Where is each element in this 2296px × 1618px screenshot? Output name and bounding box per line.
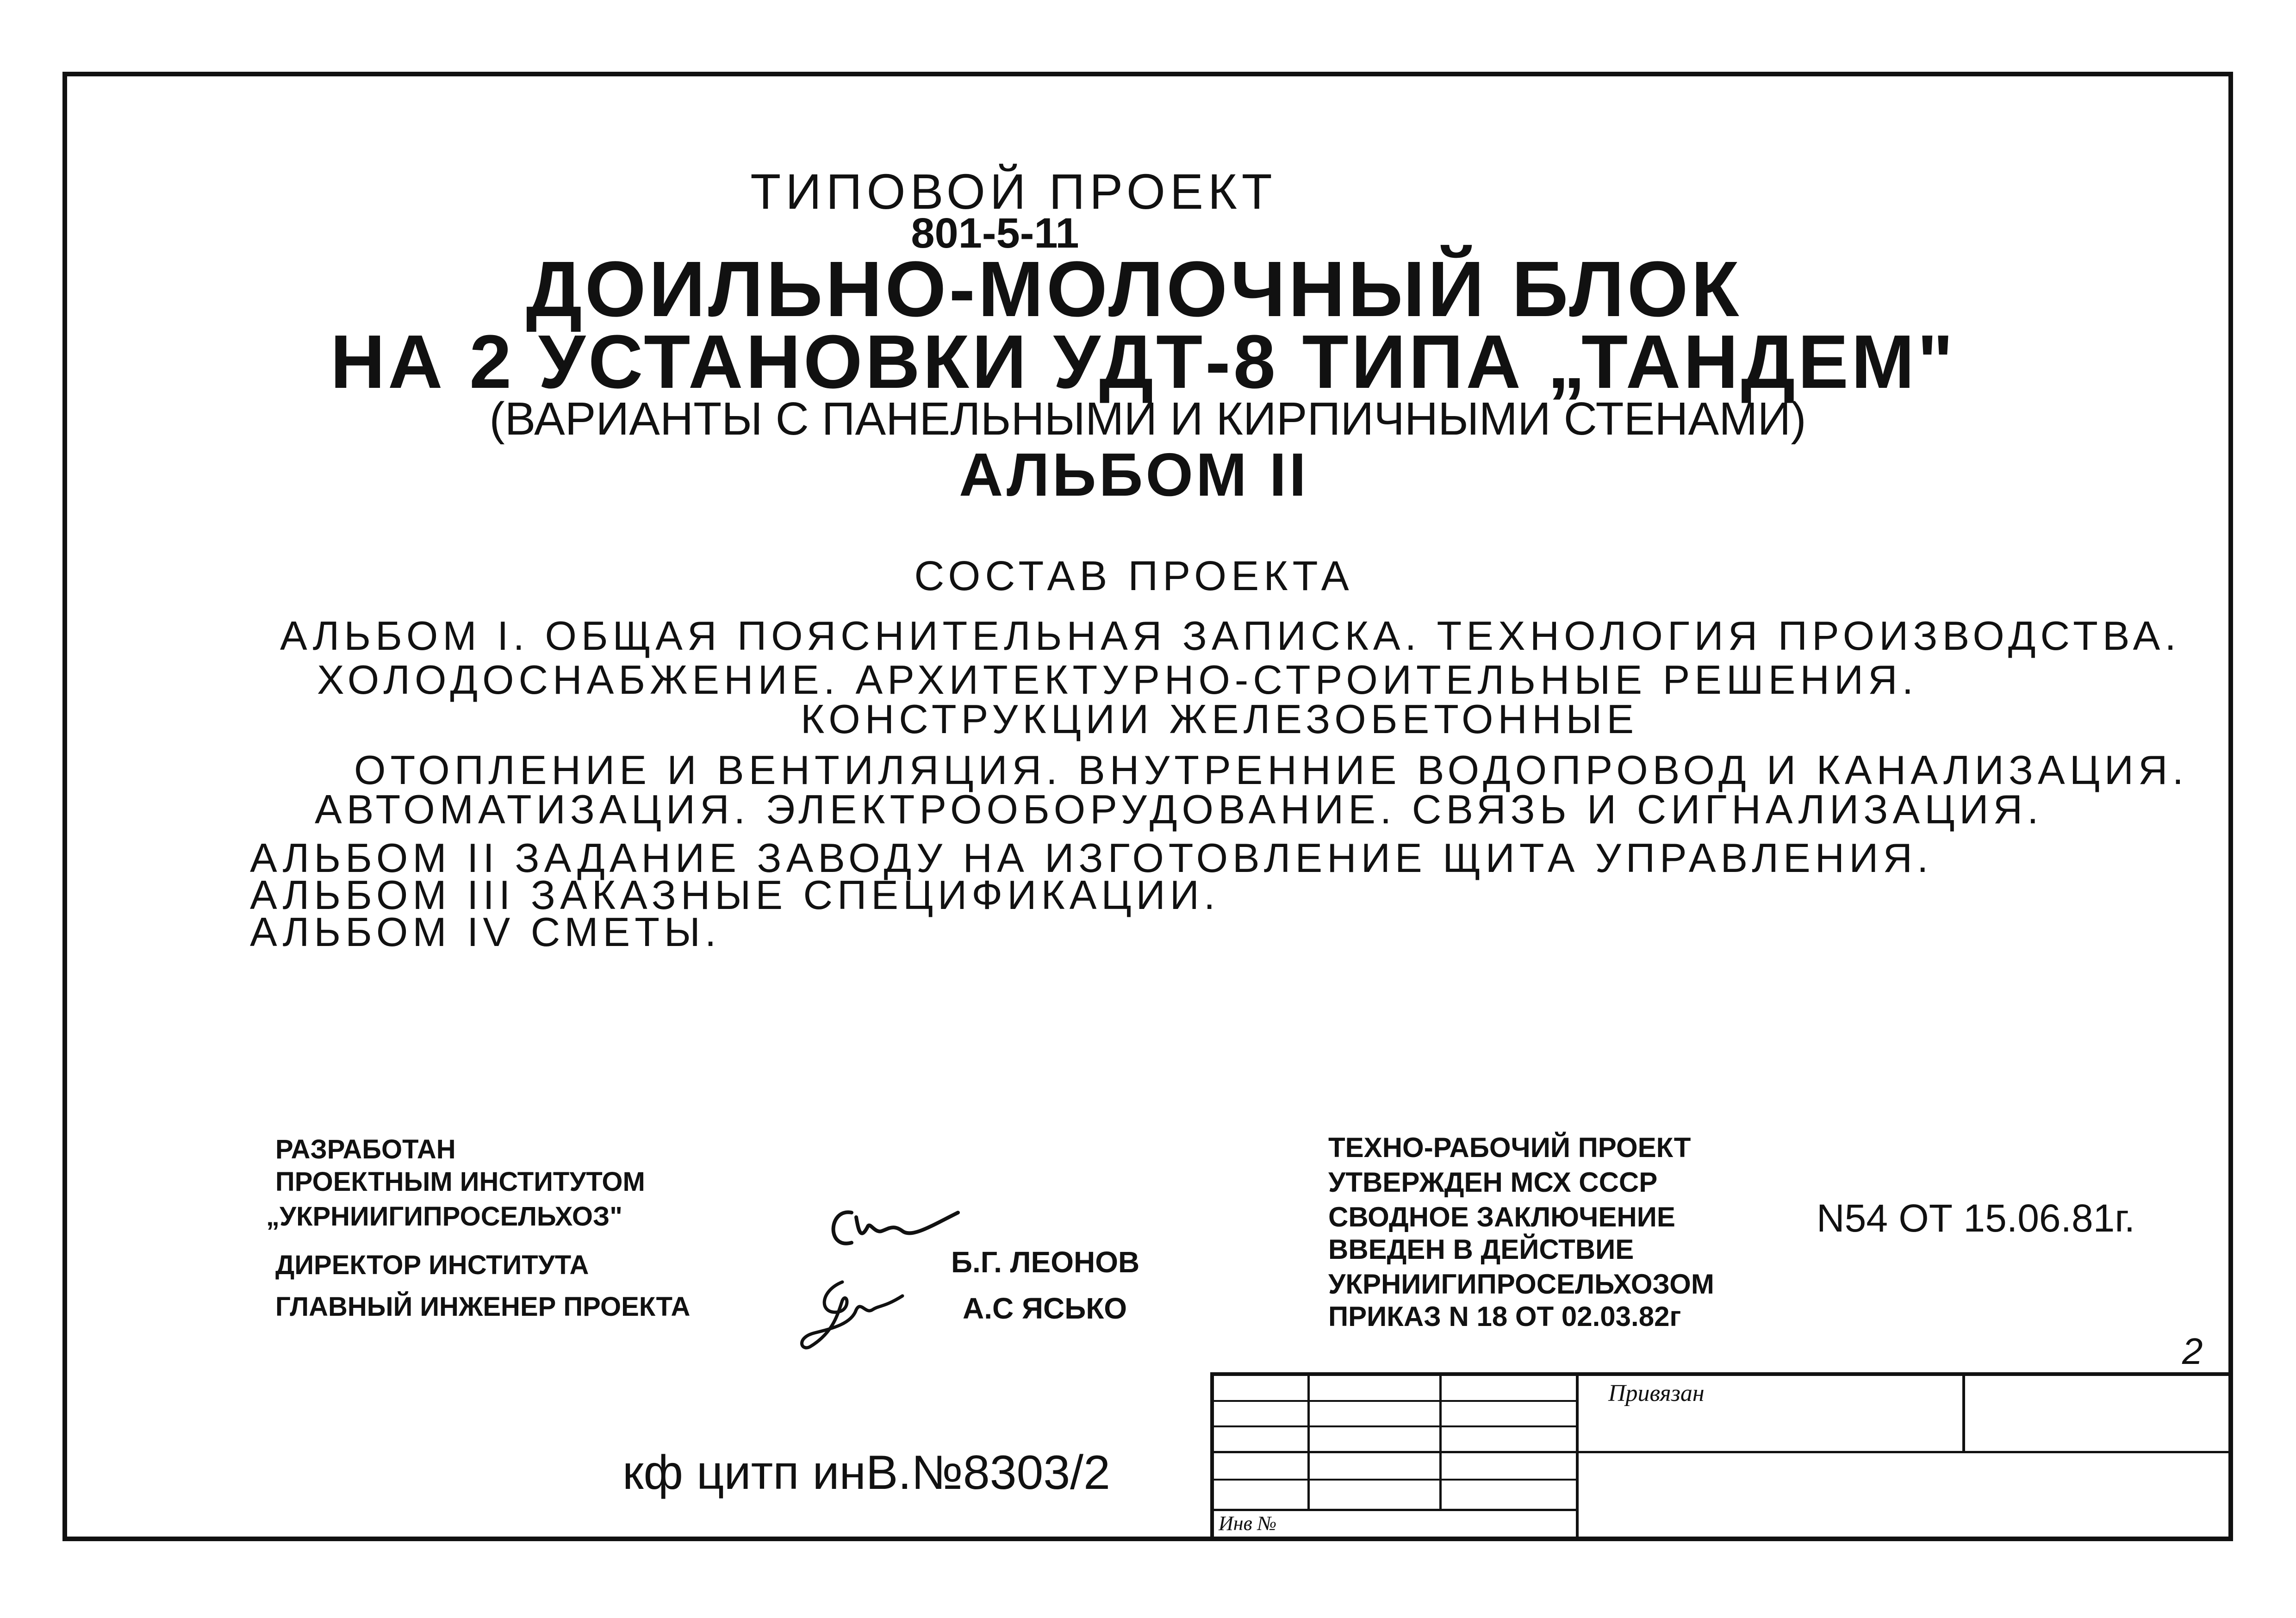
composition-line: ХОЛОДОСНАБЖЕНИЕ. АРХИТЕКТУРНО-СТРОИТЕЛЬНЫЕ РЕШЕНИЯ. — [317, 657, 1918, 703]
tb-left — [1210, 1372, 1214, 1541]
tb-row-5 — [1210, 1509, 1576, 1511]
chief-engineer-signature — [791, 1273, 912, 1358]
developer-line-1: РАЗРАБОТАН — [275, 1134, 456, 1164]
composition-line: АЛЬБОМ I. ОБЩАЯ ПОЯСНИТЕЛЬНАЯ ЗАПИСКА. ТЕХНОЛОГИЯ ПРОИЗВОДСТВА. — [280, 613, 2181, 659]
tb-top — [1210, 1372, 2233, 1376]
composition-line: АВТОМАТИЗАЦИЯ. ЭЛЕКТРООБОРУДОВАНИЕ. СВЯЗЬ И СИГНАЛИЗАЦИЯ. — [315, 786, 2043, 832]
series-label: ТИПОВОЙ ПРОЕКТ — [750, 163, 1277, 219]
director-signature — [824, 1199, 963, 1266]
tb-col-1 — [1307, 1372, 1310, 1511]
approval-line-3: СВОДНОЕ ЗАКЛЮЧЕНИЕ — [1328, 1201, 1675, 1232]
director-label: ДИРЕКТОР ИНСТИТУТА — [275, 1250, 589, 1280]
variants-subtitle: (ВАРИАНТЫ С ПАНЕЛЬНЫМИ И КИРПИЧНЫМИ СТЕНАМИ) — [489, 393, 1806, 445]
tb-row-1 — [1210, 1400, 1576, 1402]
tb-col-3 — [1576, 1372, 1579, 1541]
composition-line: АЛЬБОМ II ЗАДАНИЕ ЗАВОДУ НА ИЗГОТОВЛЕНИЕ ЩИТА УПРАВЛЕНИЯ. — [250, 835, 1933, 881]
tb-col-4 — [1962, 1372, 1965, 1451]
inv-no-label: Инв № — [1219, 1512, 1277, 1535]
composition-heading: СОСТАВ ПРОЕКТА — [914, 553, 1354, 599]
chief-engineer-label: ГЛАВНЫЙ ИНЖЕНЕР ПРОЕКТА — [275, 1292, 691, 1322]
approval-line-6: ПРИКАЗ N 18 ОТ 02.03.82г — [1328, 1301, 1681, 1332]
project-number: 801-5-11 — [911, 210, 1079, 257]
title-line-1: ДОИЛЬНО-МОЛОЧНЫЙ БЛОК — [526, 245, 1742, 333]
developer-line-2: ПРОЕКТНЫМ ИНСТИТУТОМ — [275, 1167, 645, 1197]
developer-line-3: „УКРНИИГИПРОСЕЛЬХОЗ" — [266, 1201, 622, 1232]
approval-line-2: УТВЕРЖДЕН МСХ СССР — [1328, 1167, 1658, 1198]
composition-line: КОНСТРУКЦИИ ЖЕЛЕЗОБЕТОННЫЕ — [801, 696, 1639, 742]
sheet-number: 2 — [2182, 1331, 2203, 1372]
tb-row-3 — [1210, 1451, 2233, 1453]
chief-engineer-name: А.С ЯСЬКО — [963, 1292, 1127, 1325]
approval-line-1: ТЕХНО-РАБОЧИЙ ПРОЕКТ — [1328, 1132, 1691, 1163]
tb-row-2 — [1210, 1425, 1576, 1427]
tb-col-2 — [1439, 1372, 1442, 1511]
title-line-2: НА 2 УСТАНОВКИ УДТ-8 ТИПА „ТАНДЕМ" — [330, 319, 1956, 404]
approval-line-4: ВВЕДЕН В ДЕЙСТВИЕ — [1328, 1234, 1634, 1265]
title-block — [1210, 1372, 2233, 1541]
tb-row-4 — [1210, 1479, 1576, 1481]
bound-label: Привязан — [1608, 1380, 1705, 1406]
composition-line: ОТОПЛЕНИЕ И ВЕНТИЛЯЦИЯ. ВНУТРЕННИЕ ВОДОПРОВОД И КАНАЛИЗАЦИЯ. — [354, 747, 2189, 793]
approval-line-5: УКРНИИГИПРОСЕЛЬХОЗОМ — [1328, 1269, 1714, 1300]
director-name: Б.Г. ЛЕОНОВ — [951, 1245, 1140, 1279]
album-number: АЛЬБОМ II — [959, 441, 1309, 509]
conclusion-reference: N54 ОТ 15.06.81г. — [1817, 1196, 2135, 1240]
composition-line: АЛЬБОМ III ЗАКАЗНЫЕ СПЕЦИФИКАЦИИ. — [250, 872, 1220, 918]
composition-line: АЛЬБОМ IV СМЕТЫ. — [250, 909, 721, 955]
inventory-number: кф цитп инВ.№8303/2 — [622, 1446, 1110, 1500]
